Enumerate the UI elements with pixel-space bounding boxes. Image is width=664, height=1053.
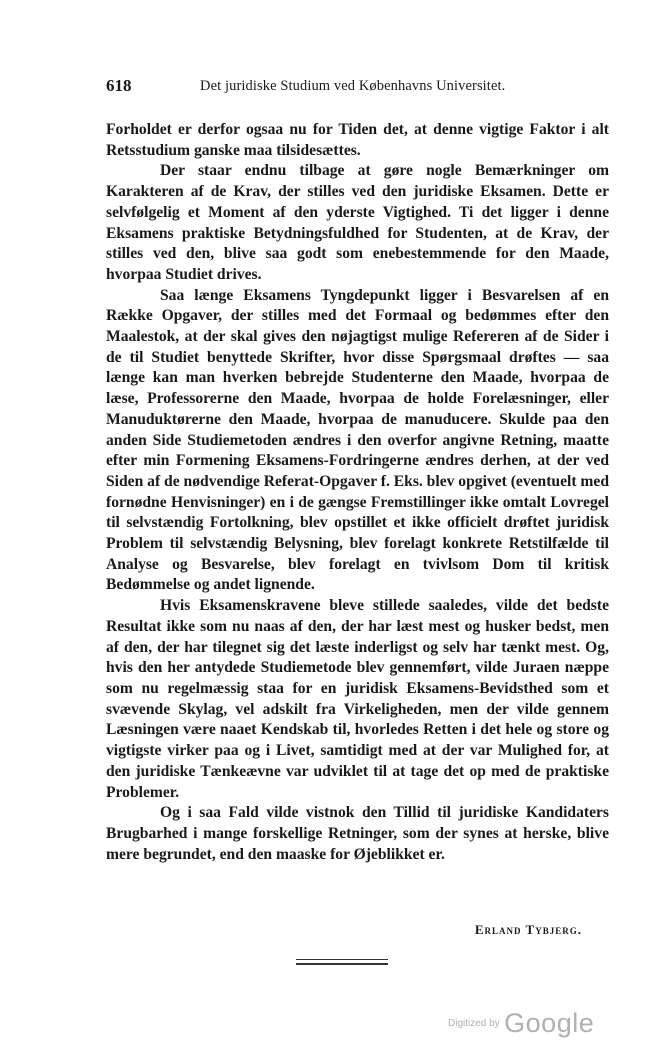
running-head: Det juridiske Studium ved Københavns Universitet. bbox=[200, 78, 506, 94]
section-divider bbox=[296, 963, 388, 965]
watermark-prefix: Digitized by bbox=[448, 1018, 500, 1029]
paragraph: Der staar endnu tilbage at gøre nogle Bemærkninger om Karakteren af de Krav, der stilles ved den juridiske Eksamen. Dette er selvfølgelig et Moment af den yderste Vigtighed. Ti det ligger i denne Eksamens praktiske Betydningsfuldhed for Studenten, at de Krav, der stilles ved den, blive saa godt som enebestemmende for den Maade, hvorpaa Studiet drives. bbox=[106, 162, 609, 283]
paragraph: Saa længe Eksamens Tyngdepunkt ligger i Besvarelsen af en Række Opgaver, der stilles med det Formaal og bedømmes efter den Maalestok, at der skal gives den nøjagtigst mulige Refereren af de Sider i de til Studiet benyttede Skrifter, hvor disse Spørgsmaal drøftes — saa længe kan man hverken bebrejde Studenterne den Maade, hvorpaa de læse, Professorerne den Maade, hvorpaa de holde Forelæsninger, eller Manuduktørerne den Maade, hvorpaa de manuducere. Skulde paa den anden Side Studiemetoden ændres i den overfor angivne Retning, maatte efter min Formening Eksamens-Fordringerne ændres derhen, at der ved Siden af de nødvendige Referat-Opgaver f. Eks. blev opgivet (eventuelt med fornødne Henvisninger) en i de gængse Fremstillinger ikke omtalt Lovregel til selvstændig Fortolkning, blev opstillet et ikke officielt drøftet juridisk Problem til selvstændig Belysning, blev forelagt konkrete Retstilfælde til Analyse og Besvarelse, blev forelagt en tvivlsom Dom til kritisk Bedømmelse og andet lignende. bbox=[106, 286, 610, 594]
author-signature: Erland Tybjerg. bbox=[474, 922, 582, 937]
page-number: 618 bbox=[106, 76, 132, 95]
digitization-watermark bbox=[448, 1008, 594, 1039]
paragraph: Hvis Eksamenskravene bleve stillede saaledes, vilde det bedste Resultat ikke som nu naas af den, der har læst mest og husker bedst, men af den, der har tilegnet sig det læste inderligst og selv har tænkt mest. Og, hvis den her antydede Studiemetode blev gennemført, vilde Juraen næppe som nu regelmæssig staa for en juridisk Eksamens-Bevidsthed som et svævende Skylag, vel adskilt fra Virkeligheden, men der vilde gennem Læsningen være naaet Kendskab til, hvorledes Retten i det hele og store og vigtigste virker paa og i Livet, samtidigt med at der var Mulighed for, at den juridiske Tænkeævne var udviklet til at tage det op med de praktiske Problemer. bbox=[106, 597, 609, 801]
section-divider bbox=[296, 959, 388, 960]
paragraph: Og i saa Fald vilde vistnok den Tillid til juridiske Kandidaters Brugbarhed i mange forskellige Retninger, som der synes at herske, blive mere begrundet, end den maaske for Øjeblikket er. bbox=[106, 804, 609, 863]
google-logo: Google bbox=[504, 1008, 595, 1038]
paragraph: Forholdet er derfor ogsaa nu for Tiden det, at denne vigtige Faktor i alt Retsstudium ganske maa tilsidesættes. bbox=[106, 121, 609, 159]
article-body bbox=[106, 120, 609, 865]
page-header bbox=[106, 76, 566, 98]
